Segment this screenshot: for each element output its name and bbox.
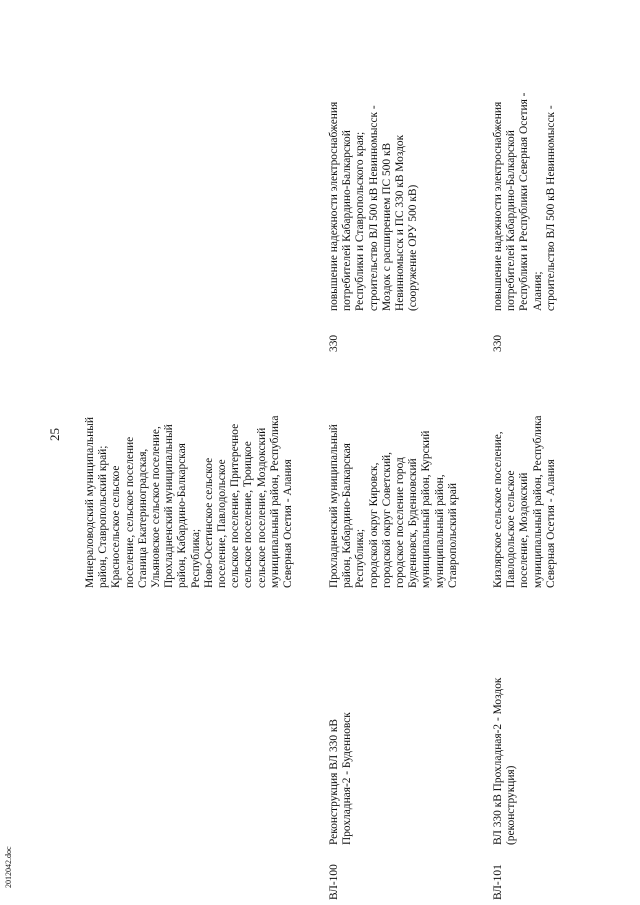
table-cell-voltage: 330 — [328, 334, 340, 352]
table-cell-code: ВЛ-101 — [492, 864, 504, 900]
table-cell-code: ВЛ-100 — [328, 864, 340, 900]
table-cell-purpose: повышение надежности электроснабжения потребителей Кабардино-Балкарской Республики и Ставропольского края; строительство ВЛ 500 кВ Невинномысск - Моздок с расширением ПС 500 кВ Невинномысск и ПС 330 кВ Моздок (сооружение ОРУ 500 кВ) — [328, 101, 420, 311]
page-number: 25 — [47, 428, 62, 441]
table-cell-area: Минераловодский муниципальный район, Ставропольский край; Красносельское сельское поселение, сельское поселение Станица Екатериноградская, Ульяновское сельское поселение, Прохладненский муниципальный район, Кабардино-Балкарская Республика; Ново-Осетинское сельское поселение, Павлодольское сельское поселение, Притеречное сельское поселение, Троицкое сельское поселение, Моздокский муниципальный район, Республика Северная Осетия - Алания — [84, 415, 295, 588]
table-cell-voltage: 330 — [492, 334, 504, 352]
footer-filename: 2012042.doc — [4, 846, 13, 888]
table-cell-area: Кизлярское сельское поселение, Павлодольское сельское поселение, Моздокский муниципальный район, Республика Северная Осетия - Алания — [492, 415, 557, 588]
table-cell-purpose: повышение надежности электроснабжения потребителей Кабардино-Балкарской Республики и Республики Северная Осетия - Алания; строительство ВЛ 500 кВ Невинномысск - — [492, 92, 557, 311]
table-cell-area: Прохладненский муниципальный район, Кабардино-Балкарская Республика; городской округ Кировск, городской округ Советский, городское поселение город Буденновск, Буденновский муниципальный район, Курский муниципальный район, Ставропольский край — [328, 424, 459, 588]
table-cell-name: Реконструкция ВЛ 330 кВ Прохладная-2 - Буденновск — [328, 712, 354, 845]
table-cell-name: ВЛ 330 кВ Прохладная-2 - Моздок (реконструкция) — [492, 677, 518, 845]
